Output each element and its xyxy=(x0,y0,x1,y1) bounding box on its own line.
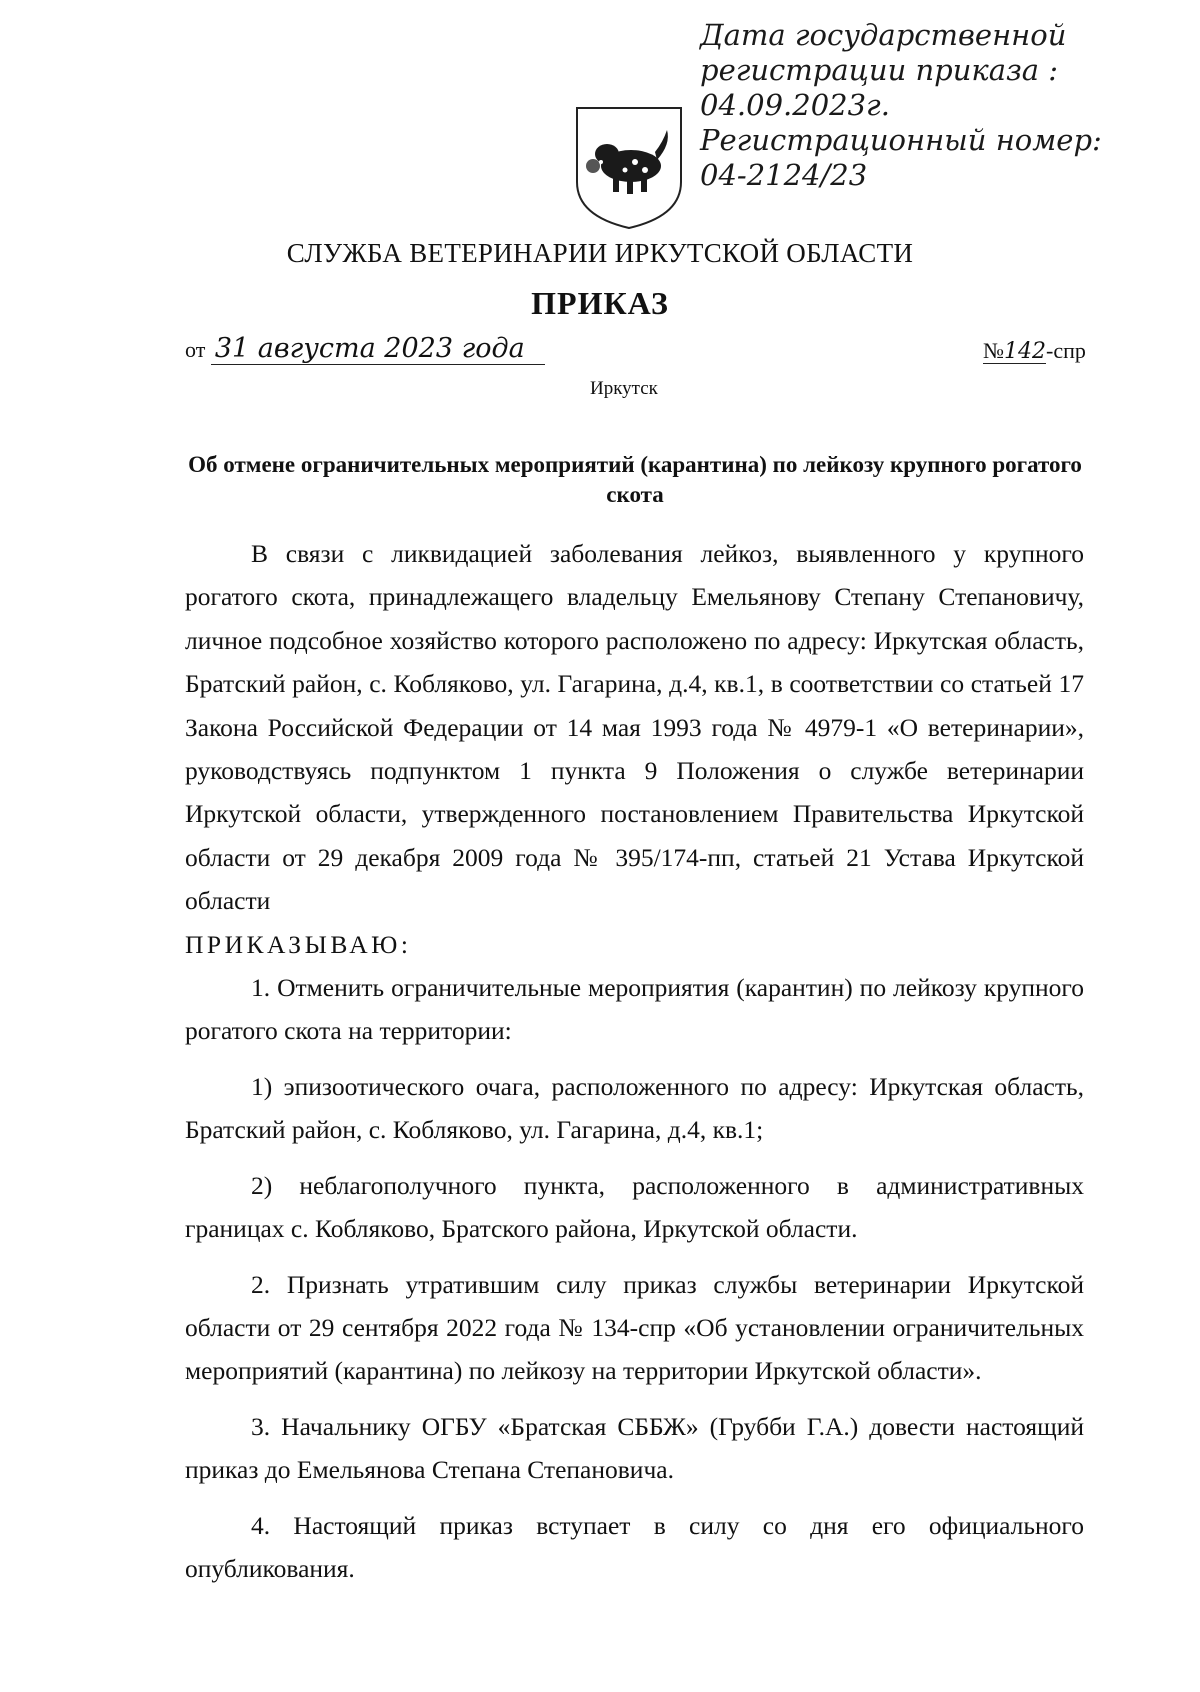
order-item: 4. Настоящий приказ вступает в силу со дня его официального опубликования. xyxy=(185,1510,1084,1583)
number-suffix: -спр xyxy=(1046,338,1086,363)
order-date xyxy=(185,333,545,364)
handwritten-number: 142 xyxy=(1004,339,1046,364)
registration-handwritten-note xyxy=(700,18,1100,193)
city-name: Иркутск xyxy=(590,378,658,399)
handwritten-note-line: 04.09.2023г. xyxy=(700,88,890,122)
document-type-heading: ПРИКАЗ xyxy=(531,285,669,321)
handwritten-note-line: регистрации приказа : xyxy=(700,53,1059,87)
order-item: 3. Начальнику ОГБУ «Братская СББЖ» (Грубби Г.А.) довести настоящий приказ до Емельянова Степана Степановича. xyxy=(185,1411,1084,1485)
handwritten-note-line: Регистрационный номер: xyxy=(700,123,1102,157)
order-number xyxy=(983,338,1086,364)
handwritten-note-line: 04-2124/23 xyxy=(700,158,868,192)
order-word: ПРИКАЗЫВАЮ: xyxy=(185,929,412,959)
order-body xyxy=(185,532,1084,1590)
order-item: 1. Отменить ограничительные мероприятия (карантин) по лейкозу крупного рогатого скота на территории: xyxy=(185,973,1084,1046)
order-item: 1) эпизоотического очага, расположенного по адресу: Иркутская область, Братский район, с. Кобляково, ул. Гагарина, д.4, кв.1; xyxy=(185,1071,1084,1145)
handwritten-note-line: Дата государственной xyxy=(700,18,1067,52)
organization-name: СЛУЖБА ВЕТЕРИНАРИИ ИРКУТСКОЙ ОБЛАСТИ xyxy=(286,238,914,268)
preamble-paragraph: В связи с ликвидацией заболевания лейкоз, выявленного у крупного рогатого скота, принадлежащего владельцу Емельянову Степану Степановичу, личное подсобное хозяйство которого расположено по адресу: Иркутская область, Братский район, с. Кобляково, ул. Гагарина, д.4, кв.1, в соответствии со статьей 17 Закона Российской Федерации от 14 мая 1993 года № 4979-1 «О ветеринарии», руководствуясь подпунктом 1 пункта 9 Положения о службе ветеринарии Иркутской области, утвержденного постановлением Правительства Иркутской области от 29 декабря 2009 года № 395/174-пп, статьей 21 Устава Иркутской области xyxy=(185,539,1084,916)
order-item: 2) неблагополучного пункта, расположенного в административных границах с. Кобляково, Братского района, Иркутской области. xyxy=(185,1170,1084,1244)
order-title: Об отмене ограничительных мероприятий (карантина) по лейкозу крупного рогатого скота xyxy=(188,452,1082,507)
number-prefix: № xyxy=(983,338,1004,363)
handwritten-date: 31 августа 2023 года xyxy=(211,333,545,365)
order-item: 2. Признать утратившим силу приказ службы ветеринарии Иркутской области от 29 сентября 2022 года № 134-спр «Об установлении ограничительных мероприятий (карантина) по лейкозу на территории Иркутской области». xyxy=(185,1269,1084,1386)
date-prefix: от xyxy=(185,337,206,362)
irkutsk-coat-of-arms-icon xyxy=(571,104,687,230)
